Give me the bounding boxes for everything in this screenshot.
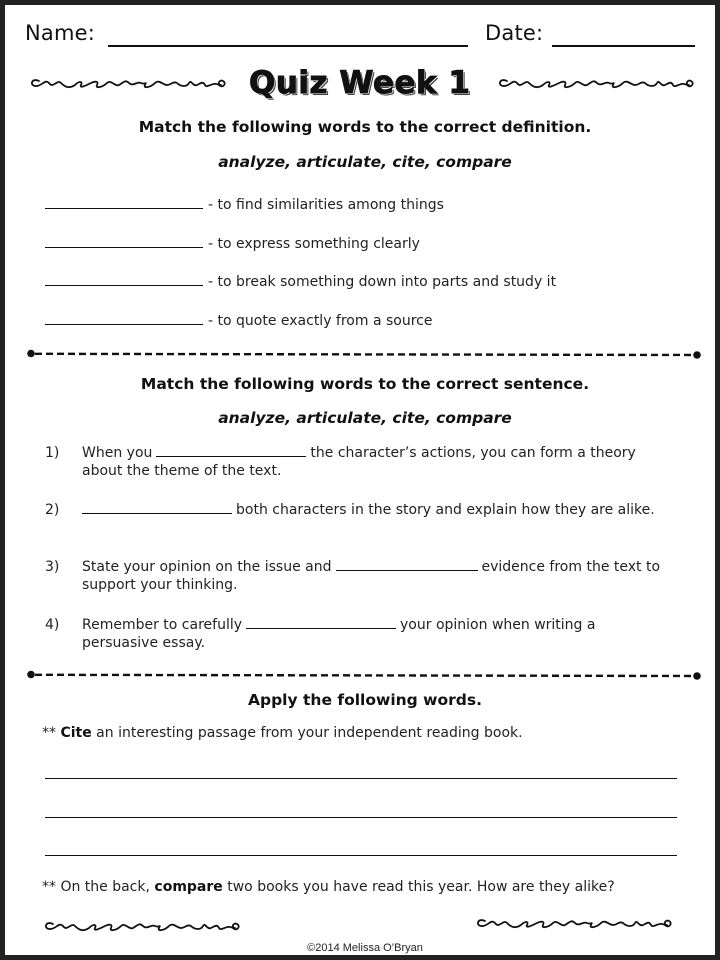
sentence-item xyxy=(45,558,675,596)
section1-word-bank: analyze, articulate, cite, compare xyxy=(218,153,512,171)
dashed-divider xyxy=(27,349,701,359)
definition-text: - to quote exactly from a source xyxy=(208,313,433,329)
definition-text: - to break something down into parts and study it xyxy=(208,274,557,290)
sentence-text: State your opinion on the issue and evidence from the text to support your thinking. xyxy=(82,559,661,593)
definition-text: - to express something clearly xyxy=(208,236,420,252)
section3-heading: Apply the following words. xyxy=(248,691,482,709)
swirl-decoration-icon xyxy=(27,71,232,95)
date-label: Date: xyxy=(485,21,544,45)
name-field[interactable] xyxy=(108,45,468,47)
quiz-title: Quiz Week 1 xyxy=(249,65,471,101)
answer-blank[interactable] xyxy=(246,628,396,629)
keyword-compare: compare xyxy=(154,879,223,895)
swirl-decoration-icon xyxy=(473,911,678,935)
keyword-cite: Cite xyxy=(60,725,92,741)
sentence-number: 4) xyxy=(45,617,60,633)
swirl-decoration-icon xyxy=(41,914,246,938)
name-label: Name: xyxy=(25,21,96,45)
section2-heading: Match the following words to the correct sentence. xyxy=(140,375,590,393)
sentence-text: both characters in the story and explain how they are alike. xyxy=(82,501,672,519)
cite-prompt: ** Cite an interesting passage from your independent reading book. xyxy=(42,725,523,741)
answer-blank[interactable] xyxy=(45,324,203,325)
section2-word-bank: analyze, articulate, cite, compare xyxy=(218,409,512,427)
date-field[interactable] xyxy=(552,45,695,47)
copyright-text: ©2014 Melissa O’Bryan xyxy=(307,942,423,954)
definition-row xyxy=(45,270,556,290)
dashed-divider xyxy=(27,670,701,680)
answer-blank[interactable] xyxy=(45,247,203,248)
sentence-item xyxy=(45,501,675,539)
definition-row xyxy=(45,232,420,252)
sentence-number: 3) xyxy=(45,559,60,575)
answer-line[interactable] xyxy=(45,855,677,856)
answer-line[interactable] xyxy=(45,778,677,779)
sentence-text: When you the character’s actions, you can form a theory about the theme of the text. xyxy=(82,445,636,479)
sentence-item xyxy=(45,616,675,654)
answer-blank[interactable] xyxy=(82,513,232,514)
compare-prompt: ** On the back, compare two books you have read this year. How are they alike? xyxy=(42,879,615,895)
definition-row xyxy=(45,193,444,213)
swirl-decoration-icon xyxy=(495,71,700,95)
sentence-number: 2) xyxy=(45,502,60,518)
section1-heading: Match the following words to the correct definition. xyxy=(138,118,592,136)
definition-text: - to find similarities among things xyxy=(208,197,444,213)
answer-blank[interactable] xyxy=(336,570,478,571)
answer-blank[interactable] xyxy=(45,285,203,286)
sentence-item xyxy=(45,444,675,482)
answer-blank[interactable] xyxy=(156,456,306,457)
definition-row xyxy=(45,309,432,329)
sentence-text: Remember to carefully your opinion when writing a persuasive essay. xyxy=(82,617,596,651)
answer-line[interactable] xyxy=(45,817,677,818)
sentence-number: 1) xyxy=(45,445,60,461)
answer-blank[interactable] xyxy=(45,208,203,209)
